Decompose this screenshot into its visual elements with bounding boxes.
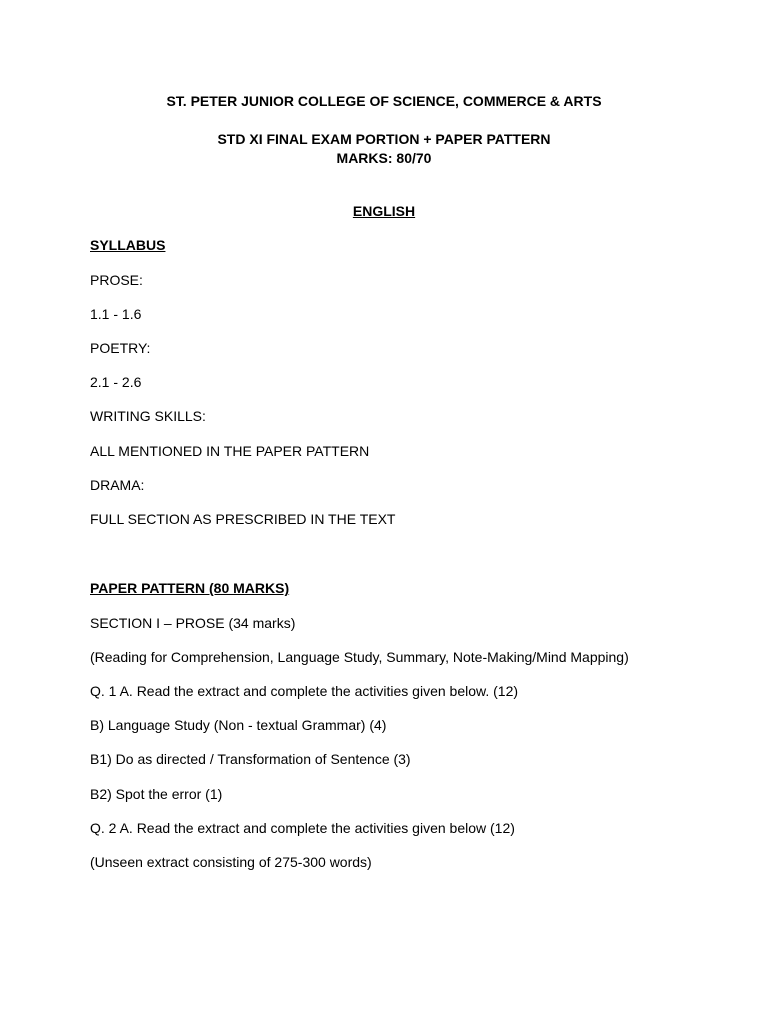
syllabus-heading: SYLLABUS <box>90 237 166 253</box>
paper-pattern-heading: PAPER PATTERN (80 MARKS) <box>90 580 290 596</box>
syllabus-line: WRITING SKILLS: <box>90 408 206 424</box>
syllabus-line: DRAMA: <box>90 477 145 493</box>
pattern-line: Q. 1 A. Read the extract and complete the activities given below. (12) <box>90 683 519 699</box>
exam-title: STD XI FINAL EXAM PORTION + PAPER PATTERN <box>217 131 551 147</box>
pattern-line: B2) Spot the error (1) <box>90 786 223 802</box>
syllabus-line: FULL SECTION AS PRESCRIBED IN THE TEXT <box>90 511 396 527</box>
syllabus-line: 1.1 - 1.6 <box>90 306 142 322</box>
subject-heading: ENGLISH <box>352 203 416 219</box>
syllabus-line: 2.1 - 2.6 <box>90 374 142 390</box>
pattern-line: (Unseen extract consisting of 275-300 words) <box>90 854 372 870</box>
pattern-line: (Reading for Comprehension, Language Study, Summary, Note-Making/Mind Mapping) <box>90 649 629 665</box>
subject-heading-wrap <box>0 202 768 220</box>
pattern-line: Q. 2 A. Read the extract and complete the activities given below (12) <box>90 820 515 836</box>
exam-marks: MARKS: 80/70 <box>336 150 432 166</box>
syllabus-line: PROSE: <box>90 272 143 288</box>
pattern-line: B1) Do as directed / Transformation of Sentence (3) <box>90 751 411 767</box>
pattern-line: B) Language Study (Non - textual Grammar) (4) <box>90 717 387 733</box>
syllabus-line: ALL MENTIONED IN THE PAPER PATTERN <box>90 443 370 459</box>
college-name: ST. PETER JUNIOR COLLEGE OF SCIENCE, COMMERCE & ARTS <box>166 93 602 109</box>
pattern-line: SECTION I – PROSE (34 marks) <box>90 615 296 631</box>
syllabus-line: POETRY: <box>90 340 151 356</box>
